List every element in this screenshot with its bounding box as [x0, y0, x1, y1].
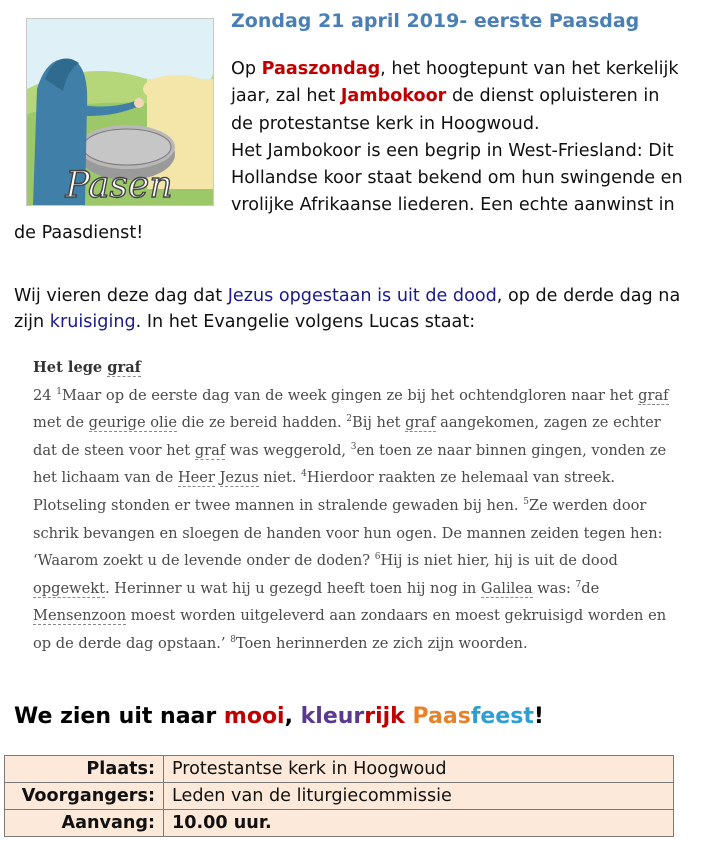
graf-term[interactable]: graf — [638, 386, 669, 404]
mensenzoon-term[interactable]: Mensenzoon — [33, 607, 127, 625]
verse-text: Hierdoor raakten ze helemaal van streek. Plotseling stonden er twee mannen in stralende gewaden bij hen. — [33, 469, 616, 514]
jezus-opgestaan-link[interactable]: Jezus opgestaan is uit de dood — [227, 286, 497, 306]
illustration-caption: Pasen — [65, 165, 173, 205]
slogan-text: ! — [533, 704, 544, 729]
verse-number: 2 — [346, 414, 352, 425]
quote-body — [33, 382, 673, 658]
chapter-number: 24 — [33, 386, 52, 404]
verse-text: met de — [33, 414, 89, 432]
verse-text: Bij het — [351, 414, 406, 432]
verse-text — [215, 469, 220, 486]
verse-text: en toen ze naar binnen gingen, vonden ze het lichaam van de — [33, 441, 667, 487]
verse-text: Hij is niet hier, hij is uit de dood — [380, 552, 618, 570]
verse-number: 7 — [575, 579, 582, 590]
slogan-text: , — [284, 704, 301, 729]
intro-text: Op — [231, 59, 262, 79]
verse-text: . Herinner u wat hij u gezegd heeft toen hij nog in — [104, 579, 481, 597]
verse-text: was: — [532, 579, 576, 597]
verse-number: 6 — [374, 552, 381, 563]
slogan-rijk: rijk — [364, 704, 405, 729]
easter-paragraph — [14, 284, 694, 335]
verse-number: 1 — [56, 386, 62, 397]
jambokoor-highlight: Jambokoor — [340, 86, 447, 107]
graf-term[interactable]: graf — [194, 441, 226, 459]
intro-paragraph — [14, 56, 686, 247]
verse-text: aangekomen, zagen ze echter dat de steen voor het — [33, 414, 661, 459]
verse-text: de — [581, 579, 600, 597]
opgewekt-term[interactable]: opgewekt — [33, 579, 105, 597]
verse-text: die ze bereid hadden. — [177, 414, 347, 432]
slogan-feest: feest — [470, 704, 534, 729]
verse-text: Ze werden door schrik bevangen en sloegen de handen voor hun ogen. De mannen zeiden tegen hen: ‘Waarom zoekt u de levende onder de doden? — [33, 496, 663, 570]
verse-text: moest worden uitgeleverd aan zondaars en moest gekruisigd worden en op de derde dag opstaan.’ — [33, 607, 667, 652]
plaats-label: Plaats: — [5, 756, 164, 783]
verse-text: niet. — [258, 469, 302, 487]
quote-title — [33, 354, 673, 382]
slogan-kleur: kleur — [300, 704, 365, 729]
verse-number: 5 — [523, 496, 529, 507]
paaszondag-highlight: Paaszondag — [261, 59, 381, 79]
jezus-term[interactable]: Jezus — [219, 469, 259, 487]
voorgangers-label: Voorgangers: — [5, 783, 164, 810]
slogan-mooi: mooi — [223, 704, 285, 729]
verse-number: 8 — [230, 634, 236, 645]
table-row — [5, 783, 674, 810]
intro-text: de dienst opluisteren in de protestantse kerk in Hoogwoud. — [231, 86, 660, 134]
aanvang-label: Aanvang: — [5, 810, 164, 837]
page-title: Zondag 21 april 2019- eerste Paasdag — [231, 10, 640, 32]
intro-text-2: Het Jambokoor is een begrip in West-Friesland: Dit Hollandse koor staat bekend om hun swingende en vrolijke Afrikaanse liederen. Een echte aanwinst in de Paasdienst! — [14, 140, 683, 243]
graf-term[interactable]: graf — [405, 414, 436, 432]
kruisiging-link[interactable]: kruisiging — [49, 311, 136, 332]
table-row — [5, 810, 674, 837]
voorgangers-value: Leden van de liturgiecommissie — [164, 783, 674, 810]
slogan-paas: Paas — [412, 704, 471, 729]
quote-title-text: Het lege — [33, 359, 108, 376]
heer-term[interactable]: Heer — [177, 469, 215, 487]
verse-text: was weggerold, — [225, 441, 351, 459]
verse-text: Maar op de eerste dag van de week gingen ze bij het ochtendgloren naar het — [61, 386, 639, 404]
aanvang-value: 10.00 uur. — [164, 810, 674, 837]
para-text: Wij vieren deze dag dat — [14, 286, 228, 306]
verse-number: 4 — [301, 469, 307, 480]
table-row — [5, 756, 674, 783]
galilea-term[interactable]: Galilea — [480, 579, 533, 597]
slogan — [14, 704, 544, 729]
verse-number: 3 — [350, 441, 357, 452]
para-text: . In het Evangelie volgens Lucas staat: — [135, 311, 476, 332]
plaats-value: Protestantse kerk in Hoogwoud — [164, 756, 674, 783]
service-info-table — [4, 755, 674, 837]
geurige-olie-term[interactable]: geurige olie — [88, 414, 178, 432]
graf-term[interactable]: graf — [107, 359, 141, 376]
para-text: , op de derde dag na zijn — [14, 286, 681, 332]
bible-quote — [33, 354, 673, 658]
intro-text: , het hoogtepunt van het kerkelijk jaar, zal het — [231, 59, 679, 107]
verse-text: Toen herinnerden ze zich zijn woorden. — [235, 634, 528, 652]
slogan-text: We zien uit naar — [14, 704, 224, 729]
